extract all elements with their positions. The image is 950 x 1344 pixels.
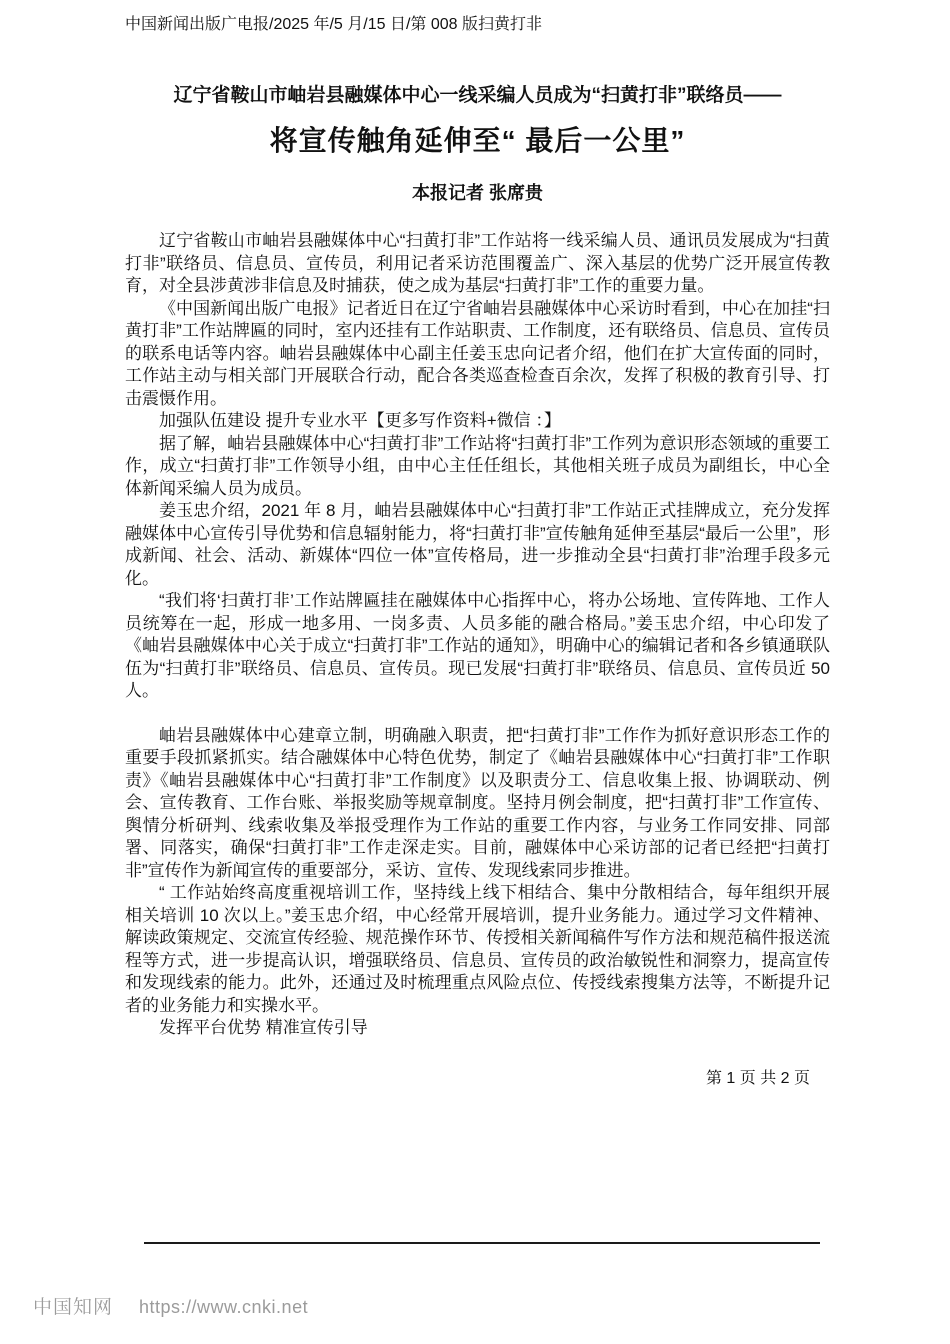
article-paragraph: “我们将‘扫黄打非’工作站牌匾挂在融媒体中心指挥中心，将办公场地、宣传阵地、工作人员统筹在一起，形成一地多用、一岗多责、人员多能的融合格局。”姜玉忠介绍，中心印发了《岫岩县融媒体中心关于成立“扫黄打非”工作站的通知》，明确中心的编辑记者和各乡镇通联队伍为“扫黄打非”联络员、信息员、宣传员。现已发展“扫黄打非”联络员、信息员、宣传员近 50 人。 bbox=[125, 591, 830, 700]
article-subtitle: 辽宁省鞍山市岫岩县融媒体中心一线采编人员成为“扫黄打非”联络员—— bbox=[173, 85, 782, 106]
cnki-url-text: https://www.cnki.net bbox=[139, 1297, 309, 1317]
section-heading: 发挥平台优势 精准宣传引导 bbox=[159, 1018, 368, 1037]
article-paragraph: 《中国新闻出版广电报》记者近日在辽宁省岫岩县融媒体中心采访时看到，中心在加挂“扫黄打非”工作站牌匾的同时，室内还挂有工作站职责、工作制度，还有联络员、信息员、宣传员的联系电话等内容。岫岩县融媒体中心副主任姜玉忠向记者介绍，他们在扩大宣传面的同时，工作站主动与相关部门开展联合行动，配合各类巡查检查百余次，发挥了积极的教育引导、打击震慑作用。 bbox=[125, 298, 830, 408]
article bbox=[125, 84, 830, 1088]
paragraph-spacer bbox=[125, 703, 830, 725]
page-number: 第 1 页 共 2 页 bbox=[705, 1069, 810, 1087]
article-body bbox=[125, 230, 830, 1040]
footer-divider bbox=[144, 1242, 820, 1244]
article-paragraph: 岫岩县融媒体中心建章立制，明确融入职责，把“扫黄打非”工作作为抓好意识形态工作的重要手段抓紧抓实。结合融媒体中心特色优势，制定了《岫岩县融媒体中心“扫黄打非”工作职责》《岫岩县融媒体中心“扫黄打非”工作制度》以及职责分工、信息收集上报、协调联动、例会、宣传教育、工作台账、举报奖励等规章制度。坚持月例会制度，把“扫黄打非”工作宣传、舆情分析研判、线索收集及举报受理作为工作站的重要工作内容，与业务工作同安排、同部署、同落实，确保“扫黄打非”工作走深走实。目前，融媒体中心采访部的记者已经把“扫黄打非”宣传作为新闻宣传的重要部分，采访、宣传、发现线索同步推进。 bbox=[125, 725, 830, 880]
document-header: 中国新闻出版广电报/2025 年/5 月/15 日/第 008 版扫黄打非 bbox=[125, 16, 542, 33]
article-byline: 本报记者 张席贵 bbox=[411, 183, 543, 203]
article-title: 将宣传触角延伸至“ 最后一公里” bbox=[269, 125, 686, 156]
article-paragraph: “ 工作站始终高度重视培训工作，坚持线上线下相结合、集中分散相结合，每年组织开展相关培训 10 次以上。”姜玉忠介绍，中心经常开展培训，提升业务能力。通过学习文件精神、解读政策规定、交流宣传经验、规范操作环节、传授相关新闻稿件写作方法和规范稿件报送流程等方式，进一步提高认识，增强联络员、信息员、宣传员的政治敏锐性和洞察力，提高宣传和发现线索的能力。此外，还通过及时梳理重点风险点位、传授线索搜集方法等，不断提升记者的业务能力和实操水平。 bbox=[125, 883, 830, 1015]
cnki-brand-text: 中国知网 bbox=[33, 1297, 114, 1318]
cnki-footer bbox=[33, 1292, 308, 1319]
article-paragraph: 姜玉忠介绍，2021 年 8 月，岫岩县融媒体中心“扫黄打非”工作站正式挂牌成立，充分发挥融媒体中心宣传引导优势和信息辐射能力，将“扫黄打非”宣传触角延伸至基层“最后一公里”，形成新闻、社会、活动、新媒体“四位一体”宣传格局，进一步推动全县“扫黄打非”治理手段多元化。 bbox=[125, 501, 830, 588]
section-heading: 加强队伍建设 提升专业水平【更多写作资料+微信 ：】 bbox=[159, 411, 561, 430]
article-paragraph: 据了解，岫岩县融媒体中心“扫黄打非”工作站将“扫黄打非”工作列为意识形态领域的重要工作，成立“扫黄打非”工作领导小组，由中心主任任组长，其他相关班子成员为副组长，中心全体新闻采编人员为成员。 bbox=[125, 433, 830, 498]
article-paragraph: 辽宁省鞍山市岫岩县融媒体中心“扫黄打非”工作站将一线采编人员、通讯员发展成为“扫黄打非”联络员、信息员、宣传员，利用记者采访范围覆盖广、深入基层的优势广泛开展宣传教育，对全县涉黄涉非信息及时捕获，使之成为基层“扫黄打非”工作的重要力量。 bbox=[125, 231, 830, 295]
